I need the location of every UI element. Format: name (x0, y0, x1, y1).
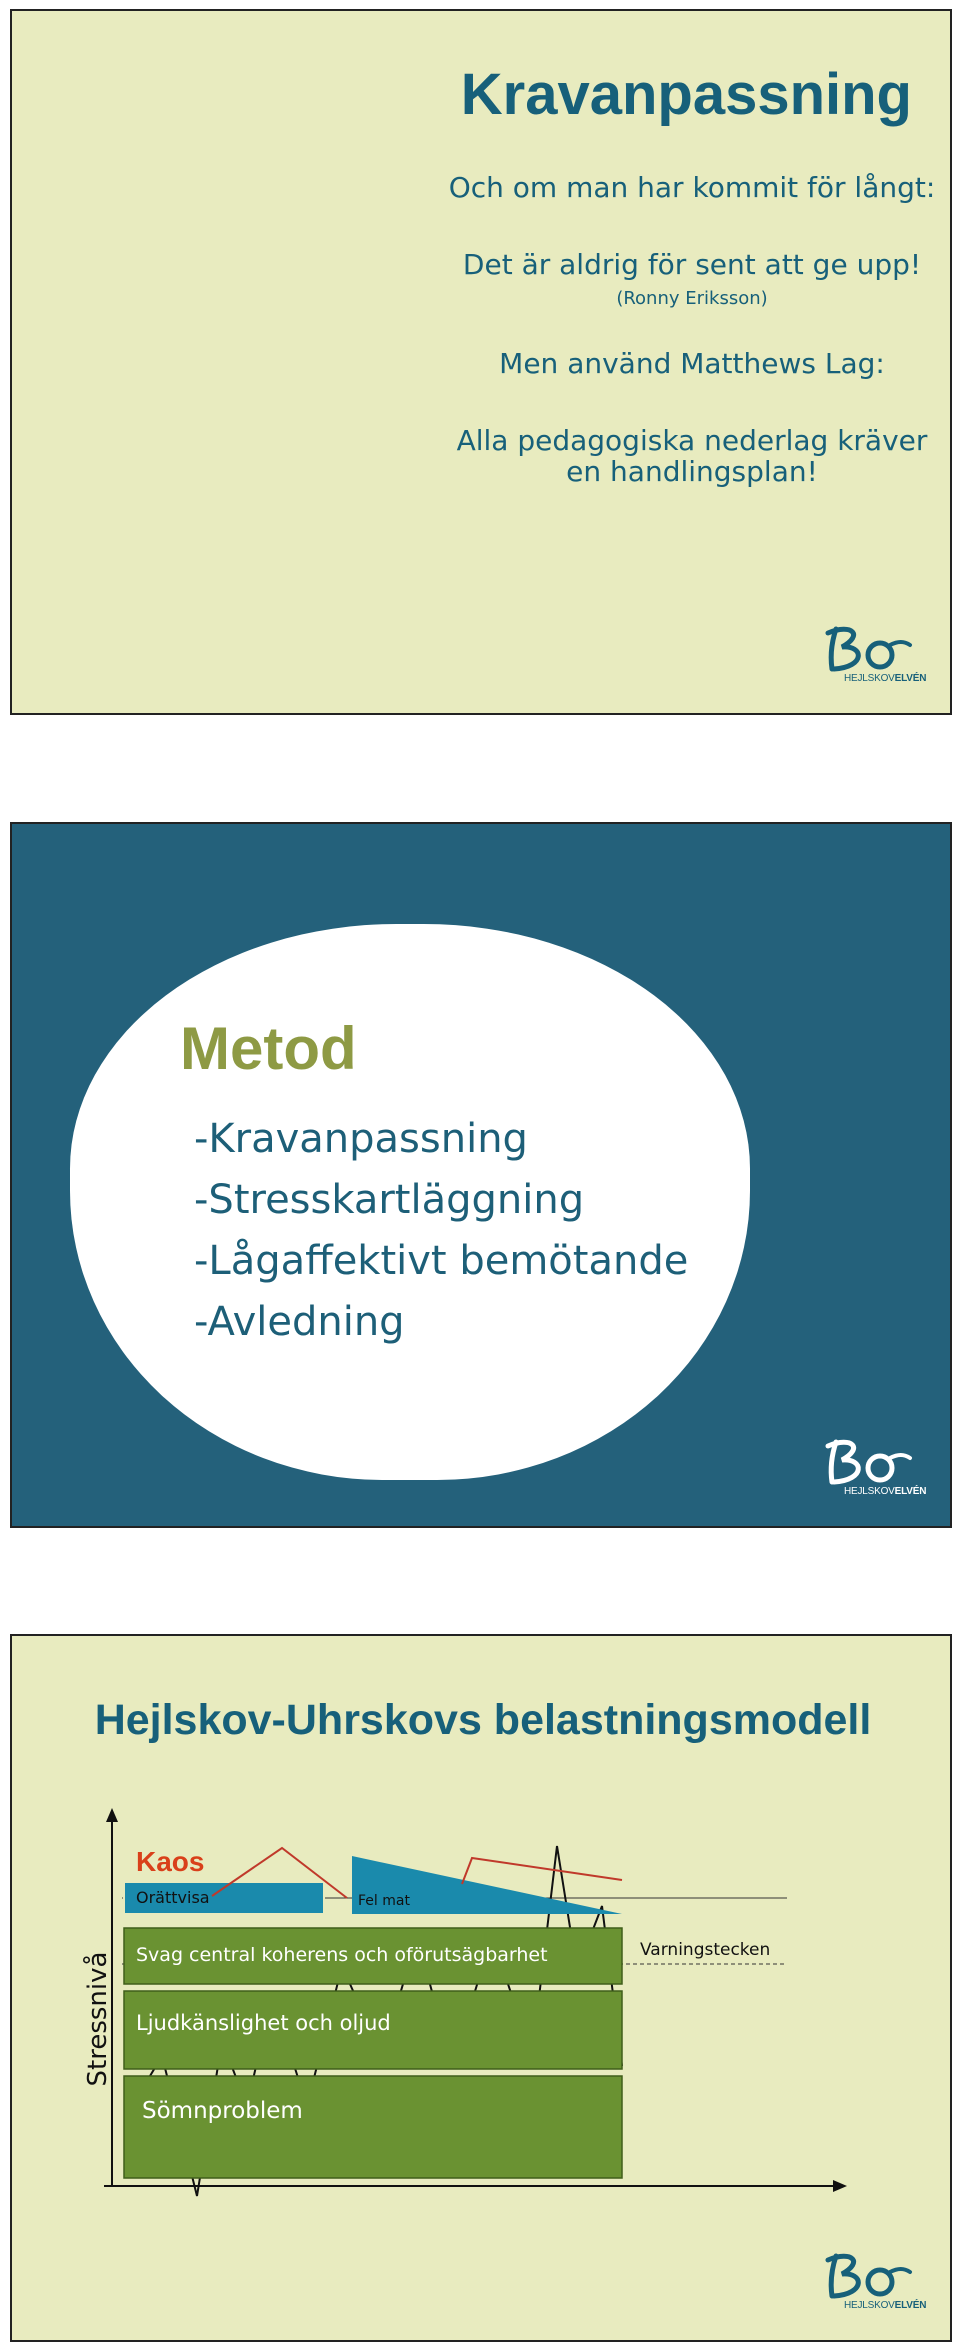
layer-label: Svag central koherens och oförutsägbarhet (136, 1944, 548, 1966)
logo (824, 623, 927, 693)
logo (824, 2250, 927, 2320)
chaos-label: Kaos (136, 1846, 205, 1877)
load-model-diagram (12, 1636, 952, 2342)
logo-name-part1: HEJLSKOV (844, 2300, 895, 2311)
logo-name-part1: HEJLSKOV (844, 673, 895, 684)
event-label: Fel mat (358, 1893, 410, 1909)
list-item: -Avledning (194, 1299, 405, 1345)
list-item: -Lågaffektivt bemötande (194, 1238, 689, 1284)
logo-mark (824, 2250, 914, 2304)
list-item: -Stresskartläggning (194, 1177, 585, 1223)
slide-kravanpassning (10, 9, 952, 715)
slide-metod (10, 822, 952, 1528)
logo-name-part2: ELVÉN (894, 2300, 927, 2311)
text-line: en handlingsplan! (566, 455, 818, 488)
logo-name-part2: ELVÉN (894, 673, 927, 684)
event-label: Orättvisa (136, 1888, 210, 1907)
layer-label: Sömnproblem (142, 2098, 303, 2124)
logo-mark (824, 1436, 914, 1490)
y-axis-label: Stressnivå (83, 1951, 113, 2087)
layer-label: Ljudkänslighet och oljud (136, 2011, 391, 2035)
layer-sleep (124, 2076, 622, 2178)
text-line: Men använd Matthews Lag: (499, 347, 885, 380)
slide-title: Metod (180, 1015, 357, 1082)
x-axis-arrow (833, 2180, 847, 2192)
list-item: -Kravanpassning (194, 1116, 528, 1162)
slide-title: Hejlskov-Uhrskovs belastningsmodell (94, 1696, 872, 1744)
spike-red (462, 1858, 622, 1884)
text-line: Alla pedagogiska nederlag kräver (456, 424, 928, 457)
text-line: Och om man har kommit för långt: (448, 171, 936, 204)
logo-name-part1: HEJLSKOV (844, 1486, 895, 1497)
slide-belastningsmodell (10, 1634, 952, 2342)
warning-label: Varningstecken (640, 1940, 771, 1960)
logo-mark (824, 623, 914, 677)
logo-name-part2: ELVÉN (894, 1486, 927, 1497)
slide-title: Kravanpassning (460, 62, 912, 127)
method-list (194, 1109, 688, 1353)
text-line: Det är aldrig för sent att ge upp! (462, 248, 922, 281)
y-axis-arrow (106, 1808, 118, 1822)
quote-attribution: (Ronny Eriksson) (616, 288, 768, 309)
logo (824, 1436, 927, 1506)
